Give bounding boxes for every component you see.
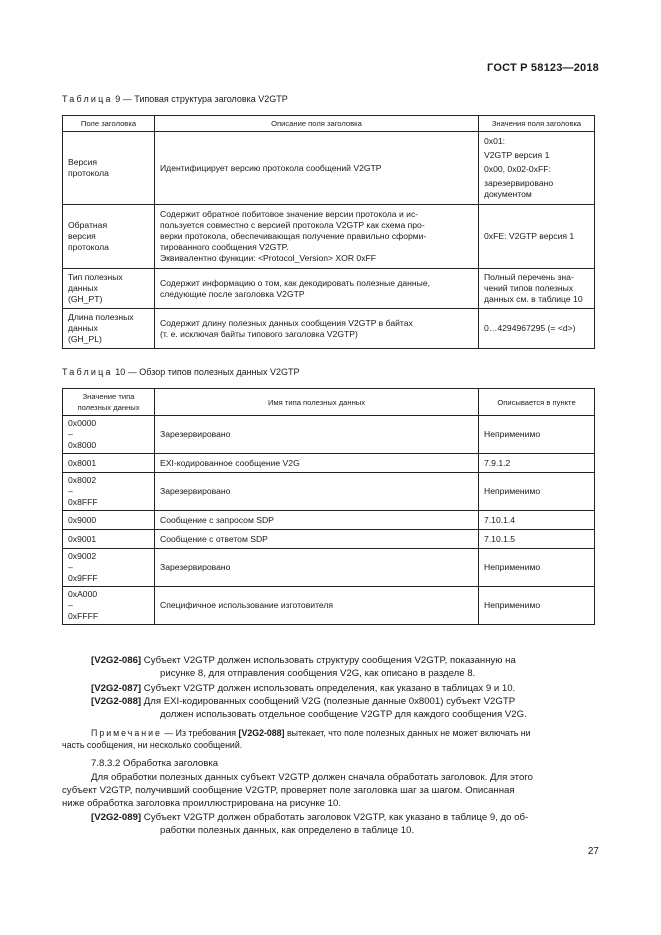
table9-caption [62, 94, 288, 104]
note-text: — Из требования [164, 728, 237, 738]
cell-line: 0x9FFF [68, 573, 98, 583]
cell-line: протокола [68, 242, 109, 252]
table9-caption-word: Таблица [62, 94, 113, 104]
table10-caption-text: 10 — Обзор типов полезных данных V2GTP [115, 367, 300, 377]
cell-line: Версия [68, 157, 98, 167]
table10-clause-cell: 7.9.1.2 [479, 454, 595, 473]
table9-desc-cell [155, 269, 479, 309]
cell-line: 0x8FFF [68, 497, 98, 507]
table9-values-cell [479, 205, 595, 269]
table10-name-cell: Зарезервировано [155, 473, 479, 511]
table10-row [63, 587, 595, 625]
section-title: 7.8.3.2 Обработка заголовка [91, 758, 219, 769]
table9-field-cell [63, 269, 155, 309]
cell-line: верки протокола, обеспечивающая получение правильно сформи- [160, 231, 427, 241]
cell-line: Длина полезных [68, 312, 134, 322]
cell-line: чений типов полезных [484, 283, 574, 293]
table9-row [63, 309, 595, 349]
req-line: рисунке 8, для отправления сообщения V2G, как описано в разделе 8. [160, 668, 476, 679]
table10-value-cell [63, 416, 155, 454]
note-tag: [V2G2-088] [238, 728, 285, 738]
table9-col-field: Поле заголовка [63, 116, 155, 132]
note-line: часть сообщения, ни несколько сообщений. [62, 740, 243, 750]
table9-row [63, 132, 595, 205]
table10-value-cell [63, 511, 155, 530]
table10-clause-cell: 7.10.1.4 [479, 511, 595, 530]
table9-field-cell [63, 309, 155, 349]
table10-clause-cell: Неприменимо [479, 416, 595, 454]
note [62, 727, 598, 751]
cell-line: 0x8001 [68, 457, 97, 468]
cell-line: пользуется совместно с версией протокола V2GTP как схема про- [160, 220, 425, 230]
table10-name-cell: Сообщение с ответом SDP [155, 530, 479, 549]
table9-field-cell [63, 132, 155, 205]
req-line [62, 654, 598, 667]
table10-value-cell [63, 530, 155, 549]
cell-line: – [68, 600, 73, 610]
table10-row [63, 454, 595, 473]
cell-line: – [68, 562, 73, 572]
req-line [62, 682, 598, 695]
table9-row [63, 269, 595, 309]
table10-caption-word: Таблица [62, 367, 113, 377]
cell-line: Эквивалентно функции: <Protocol_Version> XOR 0xFF [160, 253, 376, 263]
requirement-089 [62, 811, 598, 837]
cell-line: протокола [68, 168, 109, 178]
note-line [62, 727, 598, 739]
req-line [62, 811, 598, 824]
cell-line: Обратная [68, 220, 108, 230]
req-text: Субъект V2GTP должен обработать заголовок V2GTP, как указано в таблице 9, до об- [143, 812, 529, 823]
table10-clause-cell: Неприменимо [479, 473, 595, 511]
table10-clause-cell: Неприменимо [479, 587, 595, 625]
table10-clause-cell: 7.10.1.5 [479, 530, 595, 549]
req-line [62, 695, 598, 708]
table10-name-cell: Зарезервировано [155, 416, 479, 454]
requirement-086 [62, 654, 598, 680]
table10-col-value: Значение типа полезных данных [63, 389, 155, 416]
cell-line: Содержит информацию о том, как декодировать полезные данные, [160, 277, 430, 288]
table10-name-cell: EXI-кодированное сообщение V2G [155, 454, 479, 473]
req-tag: [V2G2-087] [91, 683, 142, 694]
cell-line: 0x01: [484, 136, 506, 146]
table10-caption [62, 367, 300, 377]
cell-line: документом [484, 189, 532, 199]
req-text: Субъект V2GTP должен использовать определения, как указано в таблицах 9 и 10. [143, 683, 516, 694]
table10-value-cell [63, 473, 155, 511]
table9-field-cell [63, 205, 155, 269]
cell-line: 0x9000 [68, 514, 97, 525]
cell-line: Тип полезных [68, 272, 123, 282]
req-text: Для EXI-кодированных сообщений V2G (полезные данные 0x8001) субъект V2GTP [143, 696, 516, 707]
table9 [62, 115, 595, 349]
cell-line: (GH_PL) [68, 334, 102, 344]
cell-line: 0x8000 [68, 440, 97, 450]
cell-line: зарезервировано [484, 178, 554, 188]
cell-line: V2GTP версия 1 [484, 150, 550, 160]
cell-line: – [68, 486, 73, 496]
req-tag: [V2G2-086] [91, 655, 142, 666]
table10-value-cell [63, 587, 155, 625]
para-line: ниже обработка заголовка проиллюстрирована на рисунке 10. [62, 798, 342, 809]
table10-row [63, 530, 595, 549]
cell-line: 0xA000 [68, 589, 98, 599]
table9-desc-cell [155, 132, 479, 205]
cell-line: 0xFE: V2GTP версия 1 [484, 231, 575, 241]
cell-line: (GH_PT) [68, 294, 103, 304]
cell-line: данных см. в таблице 10 [484, 294, 583, 304]
table9-desc-cell [155, 205, 479, 269]
cell-line: Содержит обратное побитовое значение версии протокола и ис- [160, 209, 419, 219]
note-text: вытекает, что поле полезных данных не может включать ни [286, 728, 531, 738]
table9-col-values: Значения поля заголовка [479, 116, 595, 132]
body-paragraph [62, 771, 598, 810]
req-tag: [V2G2-089] [91, 812, 142, 823]
cell-line: 0x8002 [68, 475, 97, 485]
table9-values-cell [479, 309, 595, 349]
cell-line: данных [68, 323, 98, 333]
para-line: субъект V2GTP, получивший сообщение V2GTP, проверяет поле заголовка шаг за шагом. Описанная [62, 785, 515, 796]
cell-line: данных [68, 283, 98, 293]
table9-row [63, 205, 595, 269]
table10-value-cell [63, 549, 155, 587]
cell-line: версия [68, 231, 96, 241]
req-line: работки полезных данных, как определено в таблице 10. [160, 825, 415, 836]
page-number: 27 [587, 846, 599, 857]
cell-line: 0x9001 [68, 533, 97, 544]
table9-header-row [63, 116, 595, 132]
req-line: должен использовать отдельное сообщение V2GTP для каждого сообщения V2G. [160, 709, 527, 720]
cell-line: 0x0000 [68, 418, 97, 428]
table9-desc-cell [155, 309, 479, 349]
requirement-087 [62, 682, 598, 695]
table10-name-cell: Сообщение с запросом SDP [155, 511, 479, 530]
para-line: Для обработки полезных данных субъект V2GTP должен сначала обработать заголовок. Для этого [91, 772, 533, 783]
table9-values-cell [479, 132, 595, 205]
table10-row [63, 473, 595, 511]
table10-col-name: Имя типа полезных данных [155, 389, 479, 416]
cell-line: – [68, 429, 73, 439]
table10-name-cell: Специфичное использование изготовителя [155, 587, 479, 625]
cell-line: 0x9002 [68, 551, 97, 561]
req-tag: [V2G2-088] [91, 696, 142, 707]
requirement-088 [62, 695, 598, 721]
req-text: Субъект V2GTP должен использовать структуру сообщения V2GTP, показанную на [143, 655, 516, 666]
cell-line: 0…4294967295 (= <d>) [484, 323, 576, 333]
table10-header-row [63, 389, 595, 416]
table10 [62, 388, 595, 625]
table10-clause-cell: Неприменимо [479, 549, 595, 587]
note-word: Примечание [91, 728, 162, 738]
cell-line: Содержит длину полезных данных сообщения V2GTP в байтах [160, 317, 413, 328]
table10-row [63, 511, 595, 530]
cell-line: Полный перечень зна- [484, 272, 574, 282]
table10-name-cell: Зарезервировано [155, 549, 479, 587]
table9-col-desc: Описание поля заголовка [155, 116, 479, 132]
table10-value-cell [63, 454, 155, 473]
table9-values-cell [479, 269, 595, 309]
cell-line: Идентифицирует версию протокола сообщений V2GTP [160, 162, 382, 173]
table9-caption-text: 9 — Типовая структура заголовка V2GTP [115, 94, 288, 104]
cell-line: 0x00, 0x02-0xFF: [484, 164, 551, 174]
cell-line: 0xFFFF [68, 611, 99, 621]
cell-line: следующие после заголовка V2GTP [160, 288, 305, 299]
table10-row [63, 416, 595, 454]
standard-designation: ГОСТ Р 58123—2018 [487, 62, 599, 74]
cell-line: (т. е. исключая байты типового заголовка V2GTP) [160, 328, 358, 339]
table10-row [63, 549, 595, 587]
cell-line: тированного сообщения V2GTP. [160, 242, 289, 252]
table10-col-clause: Описывается в пункте [479, 389, 595, 416]
